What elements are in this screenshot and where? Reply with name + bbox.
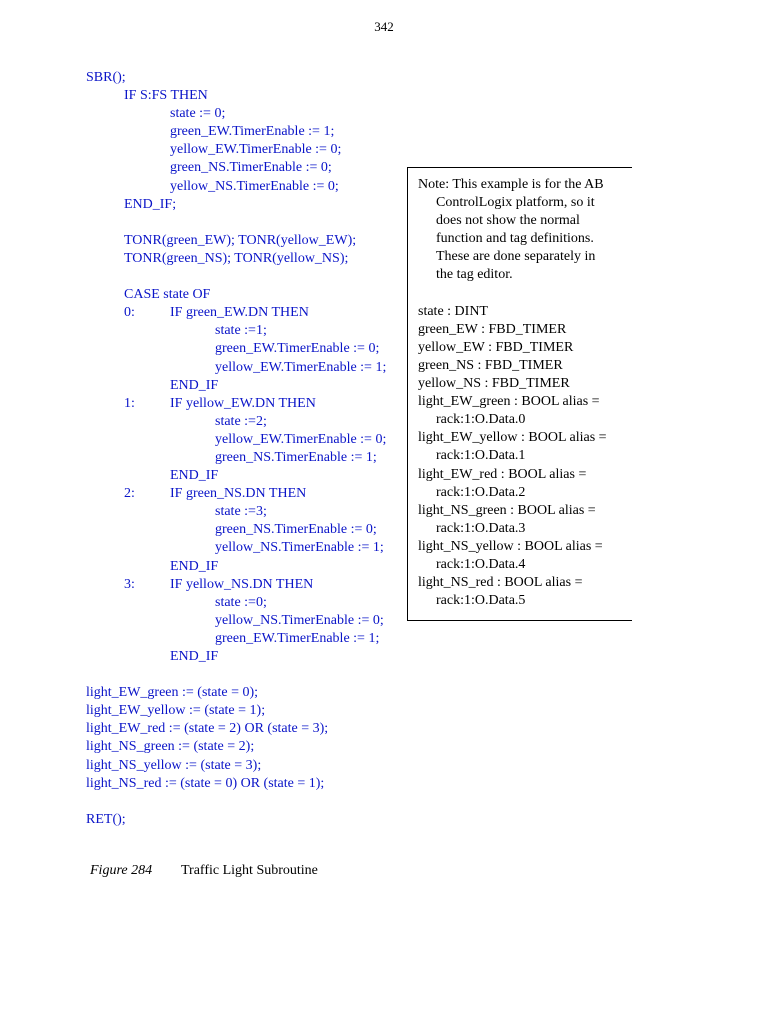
code-text: yellow_NS.TimerEnable := 1;: [215, 540, 384, 556]
code-text: light_NS_yellow := (state = 3);: [86, 757, 262, 773]
code-text: yellow_EW.TimerEnable := 1;: [215, 359, 387, 375]
case-label: 0:: [124, 305, 135, 321]
note-line: rack:1:O.Data.5: [436, 593, 526, 609]
note-line: function and tag definitions.: [436, 231, 594, 247]
code-text: green_EW.TimerEnable := 1;: [215, 630, 380, 646]
code-text: CASE state OF: [124, 287, 211, 303]
note-line: yellow_NS : FBD_TIMER: [418, 376, 570, 392]
note-line: ControlLogix platform, so it: [436, 195, 595, 211]
note-line: These are done separately in: [436, 249, 596, 265]
note-line: rack:1:O.Data.4: [436, 556, 526, 572]
code-text: green_NS.TimerEnable := 0;: [215, 522, 377, 538]
code-text: green_EW.TimerEnable := 1;: [170, 124, 335, 140]
code-text: IF green_EW.DN THEN: [170, 305, 309, 321]
code-text: green_EW.TimerEnable := 0;: [215, 341, 380, 357]
code-text: END_IF: [170, 558, 219, 574]
note-text: [418, 176, 632, 610]
note-line: yellow_EW : FBD_TIMER: [418, 339, 574, 355]
page-number: 342: [374, 19, 394, 34]
code-text: IF S:FS THEN: [124, 88, 208, 104]
note-line: light_NS_yellow : BOOL alias =: [418, 538, 603, 554]
note-line: light_EW_red : BOOL alias =: [418, 466, 587, 482]
code-text: IF yellow_EW.DN THEN: [170, 395, 316, 411]
code-text: IF yellow_NS.DN THEN: [170, 576, 314, 592]
case-label: 3:: [124, 576, 135, 592]
code-text: END_IF;: [124, 196, 177, 212]
note-line: light_EW_green : BOOL alias =: [418, 394, 600, 410]
note-line: state : DINT: [418, 303, 488, 319]
code-text: yellow_NS.TimerEnable := 0;: [170, 178, 339, 194]
note-line: light_NS_green : BOOL alias =: [418, 502, 596, 518]
note-line: Note: This example is for the AB: [418, 177, 604, 192]
figure-caption: [90, 863, 318, 879]
code-text: light_EW_red := (state = 2) OR (state = 3);: [86, 721, 329, 737]
note-box: [407, 167, 632, 621]
case-label: 2:: [124, 486, 135, 502]
code-text: green_NS.TimerEnable := 0;: [170, 160, 332, 176]
code-text: SBR();: [86, 70, 126, 85]
code-text: state := 0;: [170, 106, 226, 122]
note-line: the tag editor.: [436, 267, 513, 283]
note-line: rack:1:O.Data.0: [436, 412, 526, 428]
code-text: state :=1;: [215, 323, 267, 339]
code-text: state :=2;: [215, 413, 267, 429]
code-text: light_EW_yellow := (state = 1);: [86, 703, 266, 719]
code-text: yellow_EW.TimerEnable := 0;: [170, 142, 342, 158]
note-line: rack:1:O.Data.3: [436, 520, 526, 536]
code-text: state :=3;: [215, 504, 267, 520]
note-line: light_EW_yellow : BOOL alias =: [418, 430, 607, 446]
code-text: light_EW_green := (state = 0);: [86, 685, 259, 701]
code-text: RET();: [86, 811, 126, 827]
note-line: rack:1:O.Data.2: [436, 484, 526, 500]
note-line: green_NS : FBD_TIMER: [418, 357, 563, 373]
code-text: END_IF: [170, 649, 219, 664]
code-text: green_NS.TimerEnable := 1;: [215, 449, 377, 465]
note-line: green_EW : FBD_TIMER: [418, 321, 567, 337]
figure-title: Traffic Light Subroutine: [181, 863, 318, 878]
code-text: IF green_NS.DN THEN: [170, 486, 307, 502]
code-text: light_NS_red := (state = 0) OR (state = 1);: [86, 775, 325, 791]
note-line: does not show the normal: [436, 213, 580, 229]
note-line: [418, 285, 632, 303]
code-text: light_NS_green := (state = 2);: [86, 739, 255, 755]
code-text: TONR(green_NS); TONR(yellow_NS);: [124, 250, 349, 266]
code-text: TONR(green_EW); TONR(yellow_EW);: [124, 232, 357, 248]
code-text: yellow_NS.TimerEnable := 0;: [215, 612, 384, 628]
figure-label: Figure 284: [90, 863, 153, 878]
code-text: END_IF: [170, 468, 219, 484]
code-text: state :=0;: [215, 594, 267, 610]
code-text: END_IF: [170, 377, 219, 393]
note-line: light_NS_red : BOOL alias =: [418, 575, 583, 591]
code-text: yellow_EW.TimerEnable := 0;: [215, 431, 387, 447]
case-label: 1:: [124, 395, 135, 411]
note-line: rack:1:O.Data.1: [436, 448, 526, 464]
